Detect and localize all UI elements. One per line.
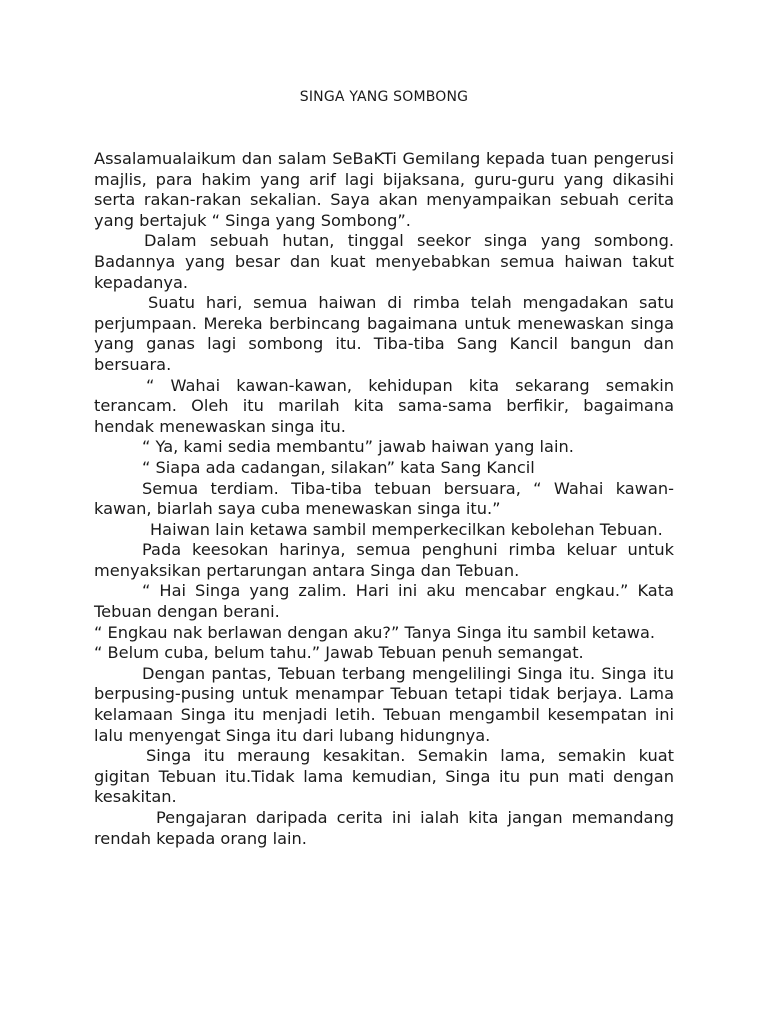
paragraph-intro: Dalam sebuah hutan, tinggal seekor singa yang sombong. Badannya yang besar dan kuat menyebabkan semua haiwan takut kepadanya. xyxy=(94,231,674,292)
paragraph-lion-reply: “ Engkau nak berlawan dengan aku?” Tanya Singa itu sambil ketawa. xyxy=(94,622,656,642)
paragraph-next-day: Pada keesokan harinya, semua penghuni rimba keluar untuk menyaksikan pertarungan antara Singa dan Tebuan. xyxy=(94,540,674,580)
paragraph-reply: “ Ya, kami sedia membantu” jawab haiwan yang lain. xyxy=(142,437,574,457)
document-body xyxy=(94,149,674,849)
paragraph-kancil-ask: “ Siapa ada cadangan, silakan” kata Sang Kancil xyxy=(142,457,535,477)
paragraph-kancil-speech: “ Wahai kawan-kawan, kehidupan kita sekarang semakin terancam. Oleh itu marilah kita sama-sama berfikir, bagaimana hendak menewaskan singa itu. xyxy=(94,375,674,436)
paragraph-meeting: Suatu hari, semua haiwan di rimba telah mengadakan satu perjumpaan. Mereka berbincang bagaimana untuk menewaskan singa yang ganas lagi sombong itu. Tiba-tiba Sang Kancil bangun dan bersuara. xyxy=(94,293,674,374)
paragraph-challenge: “ Hai Singa yang zalim. Hari ini aku mencabar engkau.” Kata Tebuan dengan berani. xyxy=(94,581,674,622)
document-title: SINGA YANG SOMBONG xyxy=(299,89,469,105)
paragraph-greeting: Assalamualaikum dan salam SeBaKTi Gemilang kepada tuan pengerusi majlis, para hakim yang arif lagi bijaksana, guru-guru yang dikasihi serta rakan-rakan sekalian. Saya akan menyampaikan sebuah cerita yang bertajuk “ Singa yang Sombong”. xyxy=(94,149,674,230)
paragraph-moral: Pengajaran daripada cerita ini ialah kita jangan memandang rendah kepada orang lain. xyxy=(94,808,674,848)
paragraph-laugh: Haiwan lain ketawa sambil memperkecilkan kebolehan Tebuan. xyxy=(150,519,663,539)
paragraph-tebuan-reply: “ Belum cuba, belum tahu.” Jawab Tebuan penuh semangat. xyxy=(94,643,584,663)
paragraph-fight: Dengan pantas, Tebuan terbang mengelilingi Singa itu. Singa itu berpusing-pusing untuk menampar Tebuan tetapi tidak berjaya. Lama kelamaan Singa itu menjadi letih. Tebuan mengambil kesempatan ini lalu menyengat Singa itu dari lubang hidungnya. xyxy=(94,663,674,745)
paragraph-tebuan-offer: Semua terdiam. Tiba-tiba tebuan bersuara, “ Wahai kawan-kawan, biarlah saya cuba menewaskan singa itu.” xyxy=(94,478,674,519)
paragraph-lion-death: Singa itu meraung kesakitan. Semakin lama, semakin kuat gigitan Tebuan itu.Tidak lama kemudian, Singa itu pun mati dengan kesakitan. xyxy=(94,746,674,807)
